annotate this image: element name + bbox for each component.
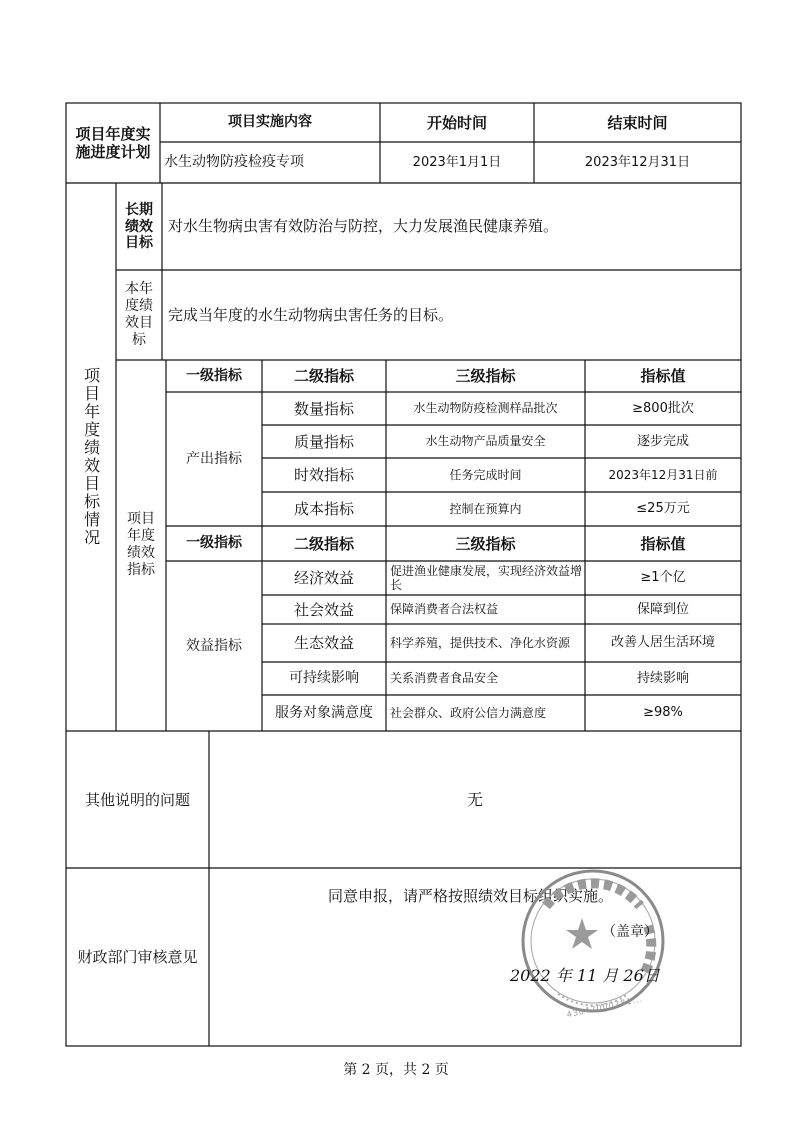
output-level1: 产出指标 [186, 450, 242, 467]
seal-note: （盖章） [602, 924, 658, 940]
benefit-header-l1: 一级指标 [186, 535, 242, 552]
benefit-header-l2: 二级指标 [293, 534, 354, 553]
output-header-l3: 三级指标 [455, 367, 516, 385]
benefit-row-l3: 保障消费者合法权益 [390, 602, 499, 617]
finance-opinion: 同意申报，请严格按照绩效目标组织实施。 [328, 887, 614, 905]
schedule-row-label: 项目年度实施进度计划 [75, 125, 151, 161]
output-row-l2: 质量指标 [293, 432, 354, 451]
col-header-content: 项目实施内容 [228, 114, 312, 131]
finance-label: 财政部门审核意见 [77, 948, 198, 966]
col-header-start: 开始时间 [426, 113, 487, 132]
benefit-row-l3: 社会群众、政府公信力满意度 [390, 705, 547, 720]
output-row-l3: 水生动物产品质量安全 [425, 434, 546, 449]
output-row-l3: 任务完成时间 [449, 467, 522, 482]
col-header-end: 结束时间 [607, 113, 668, 132]
output-row-l3: 水生动物防疫检测样品批次 [413, 401, 558, 416]
benefit-row-l2: 可持续影响 [289, 670, 359, 687]
goals-section-label: 项目年度绩效目标情况 [81, 367, 101, 547]
output-row-value: ≥800批次 [632, 400, 694, 416]
benefit-header-value: 指标值 [640, 534, 686, 553]
output-header-l1: 一级指标 [186, 367, 242, 384]
output-row-value: ≤25万元 [636, 501, 690, 517]
output-row-l2: 时效指标 [293, 466, 354, 484]
output-header-l2: 二级指标 [293, 367, 354, 385]
output-header-value: 指标值 [640, 367, 686, 385]
benefit-row-l3: 关系消费者食品安全 [390, 671, 499, 686]
output-row-value: 逐步完成 [636, 433, 689, 449]
benefit-level1: 效益指标 [186, 637, 242, 654]
schedule-start: 2023年1月1日 [412, 154, 502, 170]
output-row-l2: 数量指标 [293, 399, 354, 418]
benefit-row-l3: 科学养殖，提供技术、净化水资源 [390, 635, 571, 650]
benefit-row-value: 持续影响 [636, 670, 689, 686]
annual-text: 完成当年度的水生动物病虫害任务的目标。 [168, 306, 454, 324]
other-label: 其他说明的问题 [84, 790, 190, 809]
indicators-label: 项目年度绩效指标 [127, 511, 155, 578]
benefit-row-value: 保障到位 [636, 601, 689, 617]
approval-date: 2022 年 11 月 26日 [510, 966, 660, 985]
long-term-label: 长期绩效目标 [125, 201, 153, 252]
output-row-value: 2023年12月31日前 [608, 467, 718, 482]
output-row-l3: 控制在预算内 [449, 501, 522, 516]
benefit-row-l2: 社会效益 [293, 600, 354, 619]
output-row-l2: 成本指标 [293, 500, 354, 518]
benefit-header-l3: 三级指标 [455, 534, 516, 553]
official-seal-stamp [518, 866, 668, 1016]
stamp-number: 43042000281... [565, 994, 644, 1020]
benefit-row-l2: 经济效益 [293, 569, 354, 587]
benefit-row-l2: 生态效益 [293, 634, 354, 652]
benefit-row-l2: 服务对象满意度 [275, 704, 373, 721]
other-text: 无 [466, 789, 483, 809]
benefit-row-value: ≥1个亿 [640, 570, 686, 586]
benefit-row-l3: 促进渔业健康发展，实现经济效益增长 [390, 563, 583, 592]
annual-label: 本年度绩效目标 [125, 281, 153, 348]
long-term-text: 对水生物病虫害有效防治与防控，大力发展渔民健康养殖。 [168, 217, 559, 235]
benefit-row-value: 改善人居生活环境 [610, 635, 715, 651]
page-number: 第 2 页，共 2 页 [343, 1061, 449, 1078]
schedule-content: 水生动物防疫检疫专项 [164, 154, 304, 171]
schedule-end: 2023年12月31日 [584, 154, 691, 170]
benefit-row-value: ≥98% [643, 705, 683, 721]
